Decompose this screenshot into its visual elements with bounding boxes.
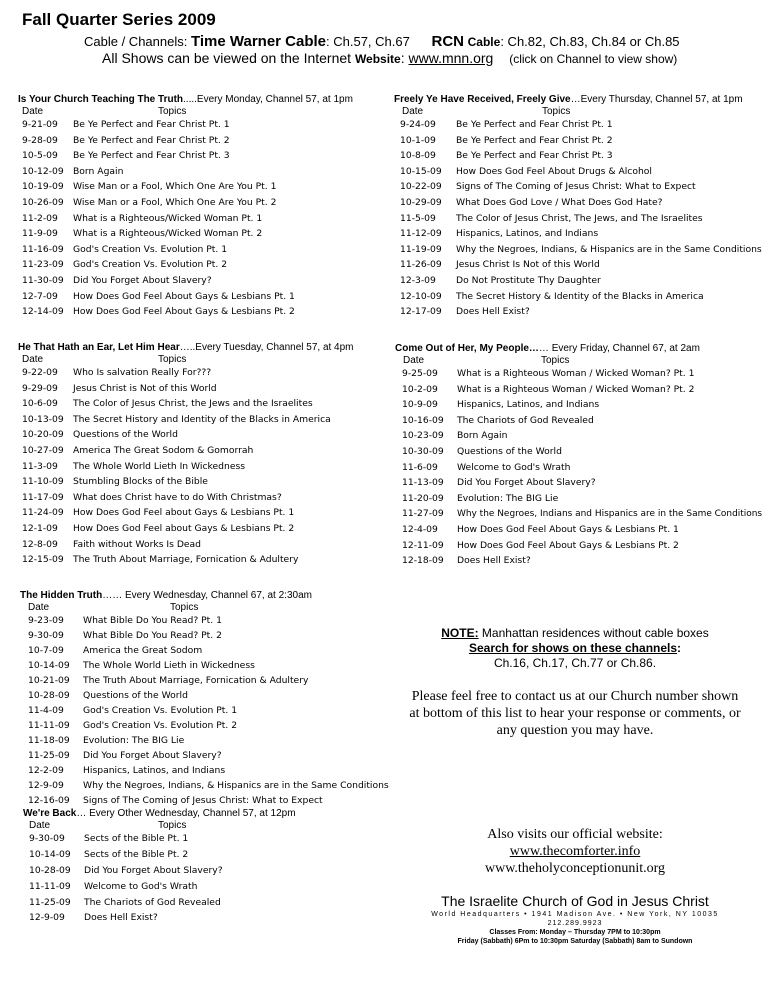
air-date: 12-9-09 [29,912,65,924]
schedule-row [394,133,764,149]
twc-channels: : Ch.57, Ch.67 [326,34,410,49]
air-date: 10-21-09 [28,675,70,686]
schedule-row [18,195,388,211]
episode-topic: Jesus Christ Is Not of this World [456,259,600,271]
air-date: 10-23-09 [402,430,444,442]
episode-topic: Signs of The Coming of Jesus Christ: What to Expect [456,181,696,193]
schedule-row [18,365,388,381]
episode-topic: Questions of the World [73,429,178,441]
schedule-section [23,807,323,926]
schedule-row [23,831,323,847]
air-date: 9-25-09 [402,368,438,379]
episode-topic: How Does God Feel About Gays & Lesbians Pt. 2 [457,539,679,551]
schedule-row [394,179,764,195]
website-link[interactable]: www.mnn.org [408,50,494,66]
schedule-row [20,628,395,643]
air-date: 11-17-09 [22,491,64,503]
air-date: 11-4-09 [28,705,64,716]
schedule-row [18,443,388,459]
air-date: 10-30-09 [402,445,444,457]
schedule-row [23,895,323,911]
air-date: 9-30-09 [29,833,65,844]
internet-note: (click on Channel to view show) [509,52,678,66]
cable-prefix: Cable / Channels: [84,34,188,49]
air-date: 11-9-09 [22,228,58,240]
column-headers [395,355,765,366]
schedule-row [394,117,764,133]
air-date: 12-8-09 [22,538,58,550]
episode-topic: Hispanics, Latinos, and Indians [456,228,599,240]
date-column-header: Date [29,820,51,831]
air-date: 12-1-09 [22,522,58,534]
episode-topic: Faith without Works Is Dead [73,538,202,550]
column-headers [18,106,388,117]
episode-topic: What Does God Love / What Does God Hate? [456,196,663,208]
episode-topic: What Bible Do You Read? Pt. 2 [83,630,222,641]
episode-topic: Questions of the World [457,445,562,457]
note-text: Manhattan residences without cable boxes [478,626,709,640]
episode-topic: Hispanics, Latinos, and Indians [457,399,600,411]
episode-topic: How Does God Feel About Gays & Lesbians Pt. 1 [73,290,295,302]
episode-topic: God's Creation Vs. Evolution Pt. 1 [83,705,238,716]
visit-block [420,826,730,877]
air-date: 12-7-09 [22,290,58,302]
episode-topic: The Truth About Marriage, Fornication & Adultery [73,554,299,566]
episode-topic: Be Ye Perfect and Fear Christ Pt. 2 [73,134,230,146]
schedule-row [23,847,323,863]
air-date: 10-13-09 [22,413,64,425]
schedule-row [20,643,395,658]
series-schedule: … Every Friday, Channel 67, at 2am [538,343,700,354]
series-schedule: …Every Thursday, Channel 57, at 1pm [570,94,743,105]
episode-topic: The Truth About Marriage, Fornication & Adultery [83,675,309,686]
classes-weekday: Classes From: Monday – Thursday 7PM to 10:30pm [489,929,661,936]
schedule-row [395,366,765,382]
episode-topic: Wise Man or a Fool, Which One Are You Pt. 2 [73,196,277,208]
column-headers [23,820,323,831]
headquarters-address: World Headquarters • 1941 Madison Ave. • New York, NY 10035 [431,911,719,918]
air-date: 12-16-09 [28,795,70,806]
air-date: 10-2-09 [402,383,438,395]
column-headers [20,602,395,613]
schedule-row [18,396,388,412]
internet-prefix: All Shows can be viewed on the Internet [102,50,352,66]
cable-channels-line [84,33,680,50]
episode-topic: What is a Righteous Woman / Wicked Woman? Pt. 2 [457,383,695,395]
schedule-row [20,778,395,793]
air-date: 12-10-09 [400,290,442,302]
section-heading [20,589,395,602]
schedule-row [395,522,765,538]
note-search-text: Search for shows on these channels [468,641,678,655]
air-date: 12-11-09 [402,539,444,551]
episode-topic: Be Ye Perfect and Fear Christ Pt. 2 [456,134,613,146]
air-date: 11-16-09 [22,243,64,255]
date-column-header: Date [22,106,44,117]
topics-column-header: Topics [158,106,187,117]
schedule-row [395,413,765,429]
rcn-cable-label: Cable [467,35,501,49]
episode-topic: What does Christ have to do With Christmas? [73,491,282,503]
episode-topic: Does Hell Exist? [457,555,531,567]
air-date: 11-12-09 [400,228,442,240]
air-date: 11-10-09 [22,476,64,488]
air-date: 10-15-09 [400,165,442,177]
schedule-row [395,444,765,460]
column-headers [394,106,764,117]
episode-topic: Evolution: The BIG Lie [457,492,559,504]
website-link-comforter[interactable]: www.thecomforter.info [509,844,641,859]
episode-topic: Did You Forget About Slavery? [457,477,596,489]
schedule-row [18,273,388,289]
topics-column-header: Topics [158,820,187,831]
schedule-row [395,397,765,413]
topics-column-header: Topics [542,106,571,117]
episode-topic: Welcome to God's Wrath [457,461,571,473]
air-date: 11-13-09 [402,477,444,489]
note-colon: : [677,641,682,655]
schedule-row [20,703,395,718]
rcn-channels: : Ch.82, Ch.83, Ch.84 or Ch.85 [500,34,680,49]
website-label: Website [354,52,401,66]
episode-topic: Did You Forget About Slavery? [73,274,212,286]
series-title: Come Out of Her, My People… [395,343,539,354]
series-schedule: …… Every Wednesday, Channel 67, at 2:30am [102,590,312,601]
section-heading [23,807,323,820]
schedule-row [18,459,388,475]
air-date: 9-30-09 [28,630,64,641]
schedule-row [395,506,765,522]
episode-topic: The Whole World Lieth in Wickedness [83,660,255,671]
schedule-row [394,273,764,289]
air-date: 12-9-09 [28,780,64,791]
episode-topic: What is a Righteous Woman / Wicked Woman? Pt. 1 [457,368,695,379]
series-title: He That Hath an Ear, Let Him Hear [18,342,180,353]
series-title: We're Back [23,808,77,819]
air-date: 10-7-09 [28,645,64,656]
episode-topic: God's Creation Vs. Evolution Pt. 1 [73,243,228,255]
date-column-header: Date [402,106,424,117]
air-date: 12-2-09 [28,765,64,776]
episode-topic: Why the Negroes, Indians, & Hispanics are in the Same Conditions [83,780,389,791]
date-column-header: Date [28,602,50,613]
schedule-row [18,304,388,320]
schedule-row [18,242,388,258]
episode-topic: Does Hell Exist? [456,306,530,318]
schedule-row [394,257,764,273]
episode-topic: How Does God Feel about Gays & Lesbians Pt. 1 [73,507,295,519]
schedule-row [394,164,764,180]
air-date: 10-8-09 [400,150,436,162]
air-date: 11-5-09 [400,212,436,224]
air-date: 11-11-09 [28,720,70,731]
schedule-row [20,748,395,763]
episode-topic: Stumbling Blocks of the Bible [73,476,208,488]
schedule-section [18,341,388,568]
episode-topic: God's Creation Vs. Evolution Pt. 2 [83,720,238,731]
episode-topic: How Does God Feel about Gays & Lesbians Pt. 2 [73,522,295,534]
air-date: 9-22-09 [22,367,58,378]
date-column-header: Date [403,355,425,366]
episode-topic: Evolution: The BIG Lie [83,735,185,746]
air-date: 11-3-09 [22,460,58,472]
episode-topic: How Does God Feel About Gays & Lesbians Pt. 1 [457,523,679,535]
schedule-row [23,910,323,926]
classes-sabbath: Friday (Sabbath) 6Pm to 10:30pm Saturday (Sabbath) 8am to Sundown [457,938,693,945]
episode-topic: God's Creation Vs. Evolution Pt. 2 [73,259,228,271]
schedule-section [20,589,395,808]
schedule-row [395,553,765,569]
schedule-row [18,521,388,537]
episode-topic: The Secret History & Identity of the Blacks in America [456,290,704,302]
contact-paragraph: Please feel free to contact us at our Church number shown at bottom of this list to hear your response or comments, or any question you may have. [409,689,741,738]
series-title: Freely Ye Have Received, Freely Give [394,94,571,105]
series-schedule: .....Every Monday, Channel 57, at 1pm [183,94,353,105]
internet-line: All Shows can be viewed on the Internet Website: www.mnn.org (click on Channel to view show) [102,50,678,66]
air-date: 12-17-09 [400,306,442,318]
air-date: 10-26-09 [22,196,64,208]
air-date: 10-6-09 [22,398,58,410]
episode-topic: The Color of Jesus Christ, the Jews and the Israelites [73,398,313,410]
section-heading [18,93,388,106]
episode-topic: The Chariots of God Revealed [84,896,221,908]
air-date: 10-12-09 [22,165,64,177]
air-date: 11-26-09 [400,259,442,271]
air-date: 12-14-09 [22,306,64,318]
note-box [400,626,750,671]
schedule-row [18,490,388,506]
air-date: 9-21-09 [22,119,58,130]
schedule-row [20,718,395,733]
note-channels: Ch.16, Ch.17, Ch.77 or Ch.86. [493,656,657,670]
schedule-row [23,879,323,895]
schedule-row [20,673,395,688]
episode-topic: The Color of Jesus Christ, The Jews, and The Israelites [456,212,703,224]
episode-topic: The Secret History and Identity of the Blacks in America [73,413,331,425]
air-date: 12-15-09 [22,554,64,566]
church-name: The Israelite Church of God in Jesus Christ [441,893,709,909]
air-date: 10-28-09 [29,864,71,876]
schedule-row [18,257,388,273]
episode-topic: America The Great Sodom & Gomorrah [73,444,254,456]
air-date: 11-24-09 [22,507,64,519]
schedule-row [20,613,395,628]
schedule-row [20,658,395,673]
episode-topic: Born Again [73,165,124,177]
episode-topic: America the Great Sodom [83,645,203,656]
air-date: 10-20-09 [22,429,64,441]
schedule-row [18,226,388,242]
episode-topic: Be Ye Perfect and Fear Christ Pt. 3 [73,150,230,162]
episode-topic: Questions of the World [83,690,188,701]
episode-topic: Welcome to God's Wrath [84,880,198,892]
air-date: 10-16-09 [402,414,444,426]
air-date: 9-24-09 [400,119,436,130]
schedule-row [395,491,765,507]
episode-topic: Be Ye Perfect and Fear Christ Pt. 1 [73,119,230,130]
air-date: 9-29-09 [22,382,58,394]
schedule-row [18,289,388,305]
schedule-row [394,304,764,320]
schedule-row [18,552,388,568]
schedule-row [18,381,388,397]
schedule-row [18,164,388,180]
episode-topic: Born Again [457,430,508,442]
air-date: 11-6-09 [402,461,438,473]
note-label: NOTE: [441,626,479,640]
schedule-row [18,412,388,428]
air-date: 10-22-09 [400,181,442,193]
section-heading [395,342,765,355]
visit-line: Also visits our official website: [487,827,663,842]
air-date: 10-28-09 [28,690,70,701]
air-date: 9-28-09 [22,134,58,146]
episode-topic: The Chariots of God Revealed [457,414,594,426]
schedule-row [20,793,395,808]
air-date: 11-27-09 [402,508,444,520]
schedule-row [20,763,395,778]
schedule-row [394,148,764,164]
air-date: 11-30-09 [22,274,64,286]
date-column-header: Date [22,354,44,365]
schedule-row [18,179,388,195]
air-date: 10-29-09 [400,196,442,208]
series-schedule: …..Every Tuesday, Channel 57, at 4pm [179,342,354,353]
schedule-row [394,242,764,258]
air-date: 11-18-09 [28,735,70,746]
episode-topic: Be Ye Perfect and Fear Christ Pt. 1 [456,119,613,130]
episode-topic: Who Is salvation Really For??? [73,367,212,378]
schedule-row [395,475,765,491]
schedule-row [20,733,395,748]
schedule-row [395,382,765,398]
topics-column-header: Topics [541,355,570,366]
air-date: 10-9-09 [402,399,438,411]
church-phone: 212.289.9923 [547,920,603,927]
topics-column-header: Topics [170,602,199,613]
episode-topic: Do Not Prostitute Thy Daughter [456,274,601,286]
rcn-label: RCN [431,33,465,50]
episode-topic: What is a Righteous/Wicked Woman Pt. 1 [73,212,263,224]
episode-topic: Be Ye Perfect and Fear Christ Pt. 3 [456,150,613,162]
air-date: 11-25-09 [28,750,70,761]
episode-topic: Jesus Christ is Not of this World [73,382,217,394]
schedule-row [18,505,388,521]
schedule-row [394,289,764,305]
air-date: 10-27-09 [22,444,64,456]
air-date: 12-4-09 [402,523,438,535]
episode-topic: Sects of the Bible Pt. 2 [84,848,189,860]
episode-topic: What Bible Do You Read? Pt. 1 [83,615,222,626]
episode-topic: Does Hell Exist? [84,912,158,924]
air-date: 11-2-09 [22,212,58,224]
schedule-section [18,93,388,320]
schedule-row [394,226,764,242]
air-date: 10-14-09 [28,660,70,671]
air-date: 11-11-09 [29,880,71,892]
column-headers [18,354,388,365]
topics-column-header: Topics [158,354,187,365]
episode-topic: Why the Negroes, Indians and Hispanics are in the Same Conditions [457,508,763,520]
episode-topic: How Does God Feel About Gays & Lesbians Pt. 2 [73,306,295,318]
schedule-row [18,474,388,490]
air-date: 11-23-09 [22,259,64,271]
air-date: 9-23-09 [28,615,64,626]
air-date: 11-20-09 [402,492,444,504]
air-date: 12-18-09 [402,555,444,567]
episode-topic: Wise Man or a Fool, Which One Are You Pt. 1 [73,181,277,193]
air-date: 11-19-09 [400,243,442,255]
air-date: 12-3-09 [400,274,436,286]
schedule-row [18,133,388,149]
section-heading [18,341,388,354]
section-heading [394,93,764,106]
air-date: 10-14-09 [29,848,71,860]
episode-topic: Hispanics, Latinos, and Indians [83,765,226,776]
series-schedule: … Every Other Wednesday, Channel 57, at 12pm [76,808,296,819]
schedule-row [18,537,388,553]
website-link-holyconception[interactable]: www.theholyconceptionunit.org [484,861,666,876]
schedule-section [395,342,765,569]
episode-topic: The Whole World Lieth In Wickedness [73,460,246,472]
schedule-row [18,148,388,164]
episode-topic: Sects of the Bible Pt. 1 [84,833,189,844]
schedule-section [394,93,764,320]
schedule-row [394,195,764,211]
episode-topic: Did You Forget About Slavery? [83,750,222,761]
twc-label: Time Warner Cable [190,33,327,50]
episode-topic: Why the Negroes, Indians, & Hispanics are in the Same Conditions [456,243,762,255]
schedule-row [18,211,388,227]
schedule-row [395,538,765,554]
air-date: 10-19-09 [22,181,64,193]
schedule-row [394,211,764,227]
schedule-row [395,460,765,476]
episode-topic: Signs of The Coming of Jesus Christ: What to Expect [83,795,323,806]
page-title: Fall Quarter Series 2009 [22,10,216,29]
schedule-row [18,427,388,443]
schedule-row [18,117,388,133]
air-date: 11-25-09 [29,896,71,908]
schedule-row [20,688,395,703]
schedule-row [23,863,323,879]
episode-topic: What is a Righteous/Wicked Woman Pt. 2 [73,228,263,240]
episode-topic: Did You Forget About Slavery? [84,864,223,876]
series-title: The Hidden Truth [20,590,103,601]
schedule-row [395,428,765,444]
episode-topic: How Does God Feel About Drugs & Alcohol [456,165,652,177]
air-date: 10-1-09 [400,134,436,146]
air-date: 10-5-09 [22,150,58,162]
series-title: Is Your Church Teaching The Truth [18,94,184,105]
